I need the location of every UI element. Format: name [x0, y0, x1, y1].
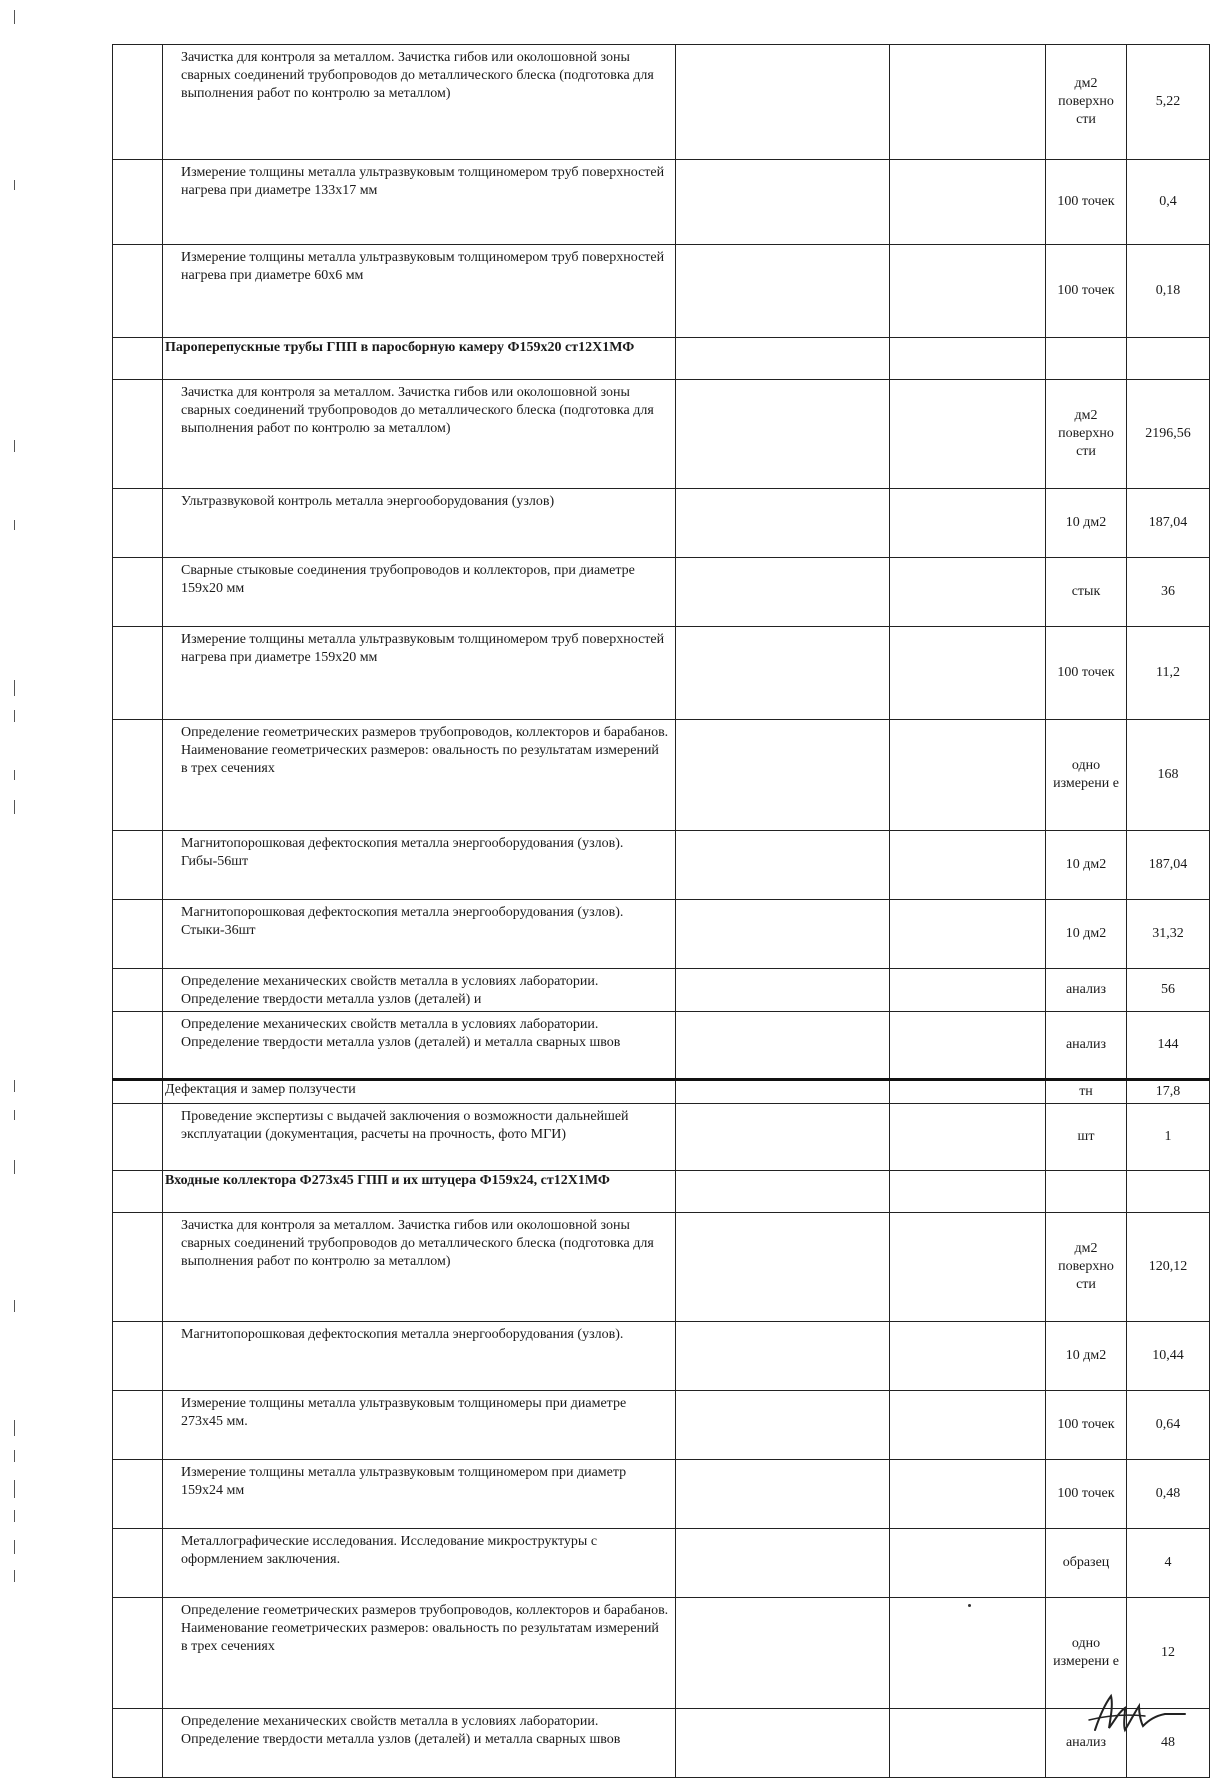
- unit-cell: шт: [1046, 1104, 1127, 1171]
- empty-cell: [676, 627, 890, 720]
- row-number-cell: [113, 1598, 163, 1709]
- row-number-cell: [113, 1529, 163, 1598]
- row-number-cell: [113, 1171, 163, 1213]
- row-number-cell: [113, 338, 163, 380]
- empty-cell: [890, 831, 1046, 900]
- empty-cell: [890, 245, 1046, 338]
- table-row: [113, 45, 1210, 160]
- work-description: Входные коллектора Ф273х45 ГПП и их штуцера Ф159х24, ст12Х1МФ: [163, 1171, 676, 1213]
- empty-cell: [676, 245, 890, 338]
- unit-cell: 10 дм2: [1046, 900, 1127, 969]
- scan-edge-marks: [14, 0, 18, 1742]
- work-description: Сварные стыковые соединения трубопроводов и коллекторов, при диаметре 159х20 мм: [163, 558, 676, 627]
- unit-cell: дм2 поверхно сти: [1046, 380, 1127, 489]
- quantity-cell: 0,64: [1127, 1391, 1210, 1460]
- section-row: [113, 338, 1210, 380]
- quantity-cell: 36: [1127, 558, 1210, 627]
- empty-cell: [676, 831, 890, 900]
- work-description: Измерение толщины металла ультразвуковым толщиномеры при диаметре 273х45 мм.: [163, 1391, 676, 1460]
- quantity-cell: 12: [1127, 1598, 1210, 1709]
- quantity-cell: 144: [1127, 1012, 1210, 1080]
- table-row: [113, 558, 1210, 627]
- row-number-cell: [113, 245, 163, 338]
- table-row: [113, 1213, 1210, 1322]
- unit-cell: 100 точек: [1046, 1460, 1127, 1529]
- quantity-cell: 0,4: [1127, 160, 1210, 245]
- empty-cell: [676, 1709, 890, 1778]
- empty-cell: [676, 1080, 890, 1104]
- empty-cell: [676, 900, 890, 969]
- quantity-cell: 168: [1127, 720, 1210, 831]
- row-number-cell: [113, 1104, 163, 1171]
- table-row: [113, 489, 1210, 558]
- table-row: [113, 1012, 1210, 1080]
- empty-cell: [890, 1080, 1046, 1104]
- works-table: [112, 44, 1210, 1778]
- empty-cell: [890, 1171, 1046, 1213]
- table-row: [113, 1080, 1210, 1104]
- work-description: Металлографические исследования. Исследование микроструктуры с оформлением заключения.: [163, 1529, 676, 1598]
- unit-cell: одно измерени е: [1046, 720, 1127, 831]
- table-row: [113, 1322, 1210, 1391]
- table-row: [113, 1460, 1210, 1529]
- quantity-cell: 10,44: [1127, 1322, 1210, 1391]
- unit-cell: 10 дм2: [1046, 831, 1127, 900]
- work-description: Определение геометрических размеров трубопроводов, коллекторов и барабанов. Наименование геометрических размеров: овальность по результатам измерений в трех сечениях: [163, 720, 676, 831]
- table-row: [113, 1529, 1210, 1598]
- row-number-cell: [113, 558, 163, 627]
- empty-cell: [890, 558, 1046, 627]
- empty-cell: [890, 720, 1046, 831]
- work-description: Определение механических свойств металла в условиях лаборатории. Определение твердости металла узлов (деталей) и: [163, 969, 676, 1012]
- unit-cell: [1046, 1171, 1127, 1213]
- quantity-cell: 5,22: [1127, 45, 1210, 160]
- quantity-cell: 31,32: [1127, 900, 1210, 969]
- empty-cell: [676, 969, 890, 1012]
- quantity-cell: 187,04: [1127, 831, 1210, 900]
- empty-cell: [890, 1012, 1046, 1080]
- empty-cell: [890, 627, 1046, 720]
- empty-cell: [890, 160, 1046, 245]
- empty-cell: [890, 1598, 1046, 1709]
- unit-cell: 10 дм2: [1046, 489, 1127, 558]
- quantity-cell: [1127, 338, 1210, 380]
- unit-cell: дм2 поверхно сти: [1046, 45, 1127, 160]
- quantity-cell: 11,2: [1127, 627, 1210, 720]
- row-number-cell: [113, 1709, 163, 1778]
- work-description: Измерение толщины металла ультразвуковым толщиномером труб поверхностей нагрева при диаметре 60х6 мм: [163, 245, 676, 338]
- empty-cell: [890, 1322, 1046, 1391]
- empty-cell: [676, 1529, 890, 1598]
- empty-cell: [676, 1012, 890, 1080]
- row-number-cell: [113, 1391, 163, 1460]
- empty-cell: [890, 1529, 1046, 1598]
- section-row: [113, 1171, 1210, 1213]
- row-number-cell: [113, 1012, 163, 1080]
- row-number-cell: [113, 969, 163, 1012]
- table-row: [113, 900, 1210, 969]
- row-number-cell: [113, 1213, 163, 1322]
- table-row: [113, 627, 1210, 720]
- unit-cell: стык: [1046, 558, 1127, 627]
- quantity-cell: 4: [1127, 1529, 1210, 1598]
- empty-cell: [676, 1213, 890, 1322]
- empty-cell: [890, 489, 1046, 558]
- table-row: [113, 831, 1210, 900]
- empty-cell: [676, 45, 890, 160]
- unit-cell: анализ: [1046, 969, 1127, 1012]
- signature: [1085, 1690, 1195, 1738]
- row-number-cell: [113, 45, 163, 160]
- work-description: Определение механических свойств металла в условиях лаборатории. Определение твердости металла узлов (деталей) и металла сварных швов: [163, 1709, 676, 1778]
- empty-cell: [676, 1322, 890, 1391]
- work-description: Дефектация и замер ползучести: [163, 1080, 676, 1104]
- unit-cell: 100 точек: [1046, 627, 1127, 720]
- row-number-cell: [113, 160, 163, 245]
- row-number-cell: [113, 380, 163, 489]
- table-row: [113, 1598, 1210, 1709]
- empty-cell: [676, 1104, 890, 1171]
- table-row: [113, 1709, 1210, 1778]
- empty-cell: [676, 380, 890, 489]
- table-row: [113, 1391, 1210, 1460]
- work-description: Ультразвуковой контроль металла энергооборудования (узлов): [163, 489, 676, 558]
- empty-cell: [890, 969, 1046, 1012]
- empty-cell: [676, 1598, 890, 1709]
- table-row: [113, 1104, 1210, 1171]
- work-description: Определение геометрических размеров трубопроводов, коллекторов и барабанов. Наименование геометрических размеров: овальность по результатам измерений в трех сечениях: [163, 1598, 676, 1709]
- empty-cell: [676, 720, 890, 831]
- work-description: Измерение толщины металла ультразвуковым толщиномером труб поверхностей нагрева при диаметре 159х20 мм: [163, 627, 676, 720]
- empty-cell: [890, 1391, 1046, 1460]
- quantity-cell: [1127, 1171, 1210, 1213]
- unit-cell: 100 точек: [1046, 160, 1127, 245]
- quantity-cell: 1: [1127, 1104, 1210, 1171]
- quantity-cell: 48: [1127, 1709, 1210, 1778]
- table-row: [113, 160, 1210, 245]
- table-row: [113, 969, 1210, 1012]
- work-description: Зачистка для контроля за металлом. Зачистка гибов или околошовной зоны сварных соединений трубопроводов до металлического блеска (подготовка для выполнения работ по контролю за металлом): [163, 380, 676, 489]
- work-description: Измерение толщины металла ультразвуковым толщиномером труб поверхностей нагрева при диаметре 133х17 мм: [163, 160, 676, 245]
- empty-cell: [890, 45, 1046, 160]
- quantity-cell: 0,18: [1127, 245, 1210, 338]
- work-description: Измерение толщины металла ультразвуковым толщиномером при диаметр 159х24 мм: [163, 1460, 676, 1529]
- scan-speck: [968, 1604, 971, 1607]
- empty-cell: [890, 1213, 1046, 1322]
- work-description: Пароперепускные трубы ГПП в паросборную камеру Ф159х20 ст12Х1МФ: [163, 338, 676, 380]
- empty-cell: [890, 1104, 1046, 1171]
- empty-cell: [890, 338, 1046, 380]
- quantity-cell: 187,04: [1127, 489, 1210, 558]
- work-description: Определение механических свойств металла в условиях лаборатории. Определение твердости металла узлов (деталей) и металла сварных швов: [163, 1012, 676, 1080]
- empty-cell: [890, 1709, 1046, 1778]
- quantity-cell: 2196,56: [1127, 380, 1210, 489]
- unit-cell: одно измерени е: [1046, 1598, 1127, 1709]
- empty-cell: [676, 1171, 890, 1213]
- empty-cell: [676, 160, 890, 245]
- table-row: [113, 380, 1210, 489]
- work-description: Зачистка для контроля за металлом. Зачистка гибов или околошовной зоны сварных соединений трубопроводов до металлического блеска (подготовка для выполнения работ по контролю за металлом): [163, 45, 676, 160]
- unit-cell: тн: [1046, 1080, 1127, 1104]
- table-row: [113, 720, 1210, 831]
- quantity-cell: 56: [1127, 969, 1210, 1012]
- table-row: [113, 245, 1210, 338]
- empty-cell: [676, 1391, 890, 1460]
- unit-cell: дм2 поверхно сти: [1046, 1213, 1127, 1322]
- row-number-cell: [113, 489, 163, 558]
- empty-cell: [676, 1460, 890, 1529]
- quantity-cell: 0,48: [1127, 1460, 1210, 1529]
- row-number-cell: [113, 900, 163, 969]
- work-description: Магнитопорошковая дефектоскопия металла энергооборудования (узлов).: [163, 1322, 676, 1391]
- unit-cell: [1046, 338, 1127, 380]
- row-number-cell: [113, 1460, 163, 1529]
- quantity-cell: 120,12: [1127, 1213, 1210, 1322]
- work-description: Зачистка для контроля за металлом. Зачистка гибов или околошовной зоны сварных соединений трубопроводов до металлического блеска (подготовка для выполнения работ по контролю за металлом): [163, 1213, 676, 1322]
- row-number-cell: [113, 720, 163, 831]
- quantity-cell: 17,8: [1127, 1080, 1210, 1104]
- empty-cell: [890, 380, 1046, 489]
- work-description: Проведение экспертизы с выдачей заключения о возможности дальнейшей эксплуатации (документация, расчеты на прочность, фото МГИ): [163, 1104, 676, 1171]
- row-number-cell: [113, 1080, 163, 1104]
- unit-cell: 100 точек: [1046, 1391, 1127, 1460]
- works-table-body: [113, 45, 1210, 1778]
- row-number-cell: [113, 1322, 163, 1391]
- unit-cell: 10 дм2: [1046, 1322, 1127, 1391]
- row-number-cell: [113, 831, 163, 900]
- unit-cell: анализ: [1046, 1012, 1127, 1080]
- empty-cell: [890, 900, 1046, 969]
- unit-cell: анализ: [1046, 1709, 1127, 1778]
- work-description: Магнитопорошковая дефектоскопия металла энергооборудования (узлов). Стыки-36шт: [163, 900, 676, 969]
- work-description: Магнитопорошковая дефектоскопия металла энергооборудования (узлов). Гибы-56шт: [163, 831, 676, 900]
- empty-cell: [676, 338, 890, 380]
- empty-cell: [676, 489, 890, 558]
- row-number-cell: [113, 627, 163, 720]
- unit-cell: образец: [1046, 1529, 1127, 1598]
- unit-cell: 100 точек: [1046, 245, 1127, 338]
- empty-cell: [890, 1460, 1046, 1529]
- empty-cell: [676, 558, 890, 627]
